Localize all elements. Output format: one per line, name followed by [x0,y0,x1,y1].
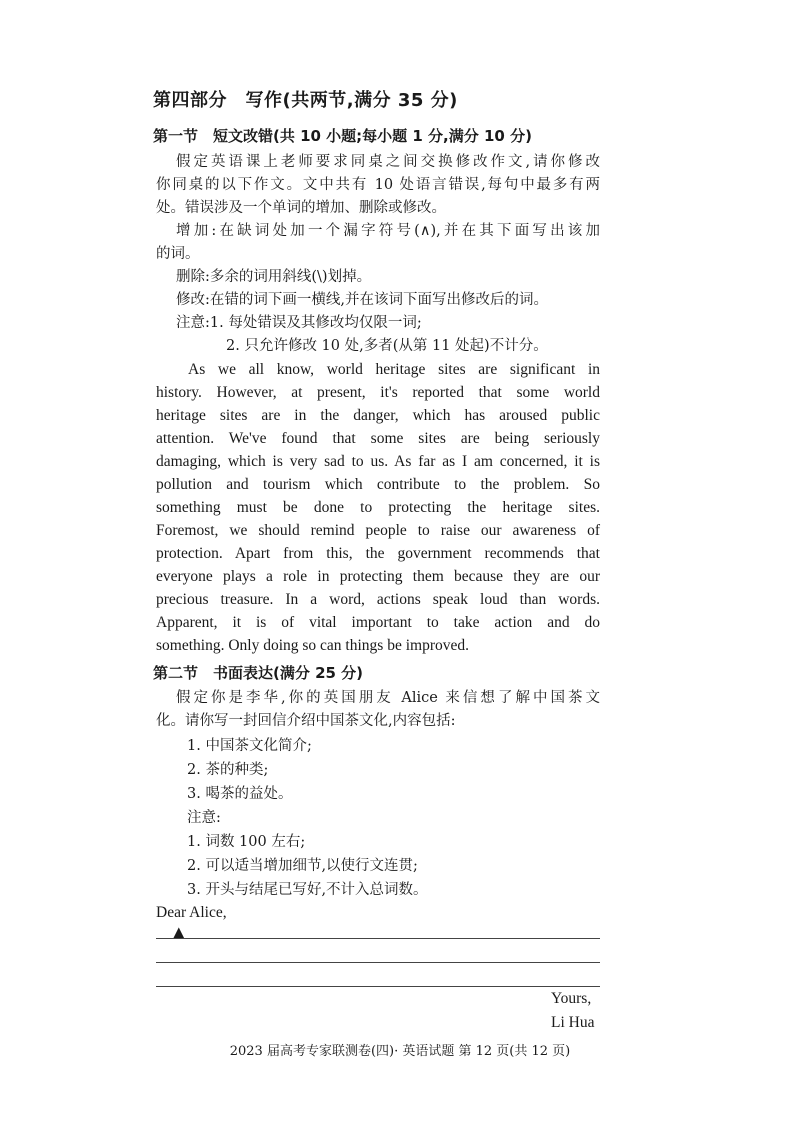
instruction-line: 的词。 [156,246,200,262]
prompt-line: 化。请你写一封回信介绍中国茶文化,内容包括: [156,713,456,729]
instruction-line: 修改:在错的词下画一横线,并在该词下面写出修改后的词。 [176,292,548,308]
letter-greeting: Dear Alice, [156,904,227,921]
passage-line: Apparent, it is of vital important to take action and do [156,614,600,631]
passage-line: attention. We've found that some sites are being seriously [156,430,600,447]
instruction-line: 处。错误涉及一个单词的增加、删除或修改。 [156,200,446,216]
content-item: 2. 茶的种类; [187,762,269,778]
passage-line: protection. Apart from this, the government recommends that [156,545,600,562]
passage-line: heritage sites are in the danger, which has aroused public [156,407,600,424]
passage-line: history. However, at present, it's reported that some world [156,384,600,401]
instruction-line: 增加:在缺词处加一个漏字符号(∧),并在其下面写出该加 [176,223,600,239]
passage-line: precious treasure. In a word, actions speak loud than words. [156,591,600,608]
prompt-line: 假定你是李华,你的英国朋友 Alice 来信想了解中国茶文 [176,690,600,706]
notes-label: 注意: [187,810,221,826]
passage-line: something. Only doing so can things be improved. [156,637,469,654]
instruction-line: 你同桌的以下作文。文中共有 10 处语言错误,每句中最多有两 [156,177,600,193]
instruction-line: 2. 只允许修改 10 处,多者(从第 11 处起)不计分。 [226,338,548,354]
note-item: 2. 可以适当增加细节,以使行文连贯; [187,858,418,874]
passage-line: everyone plays a role in protecting them because they are our [156,568,600,585]
passage-line: Foremost, we should remind people to raise our awareness of [156,522,600,539]
content-item: 1. 中国茶文化简介; [187,738,312,754]
instruction-line: 注意:1. 每处错误及其修改均仅限一词; [176,315,422,331]
part-title: 第四部分 写作(共两节,满分 35 分) [153,90,458,111]
passage-line: pollution and tourism which contribute to the problem. So [156,476,600,493]
instruction-line: 假定英语课上老师要求同桌之间交换修改作文,请你修改 [176,154,600,170]
triangle-marker-icon: ▲ [173,923,185,941]
passage-line: something must be done to protecting the heritage sites. [156,499,600,516]
content-item: 3. 喝茶的益处。 [187,786,293,802]
writing-line [156,986,600,987]
letter-signature: Li Hua [551,1014,595,1031]
section2-title: 第二节 书面表达(满分 25 分) [153,664,364,682]
note-item: 3. 开头与结尾已写好,不计入总词数。 [187,882,428,898]
writing-line [156,962,600,963]
passage-line: As we all know, world heritage sites are significant in [188,361,600,378]
instruction-line: 删除:多余的词用斜线(\)划掉。 [176,269,372,285]
passage-line: damaging, which is very sad to us. As far as I am concerned, it is [156,453,600,470]
writing-line [156,938,600,939]
note-item: 1. 词数 100 左右; [187,834,306,850]
page-footer: 2023 届高考专家联测卷(四)· 英语试题 第 12 页(共 12 页) [229,1044,571,1059]
letter-closing: Yours, [551,990,592,1007]
section1-title: 第一节 短文改错(共 10 小题;每小题 1 分,满分 10 分) [153,127,532,145]
